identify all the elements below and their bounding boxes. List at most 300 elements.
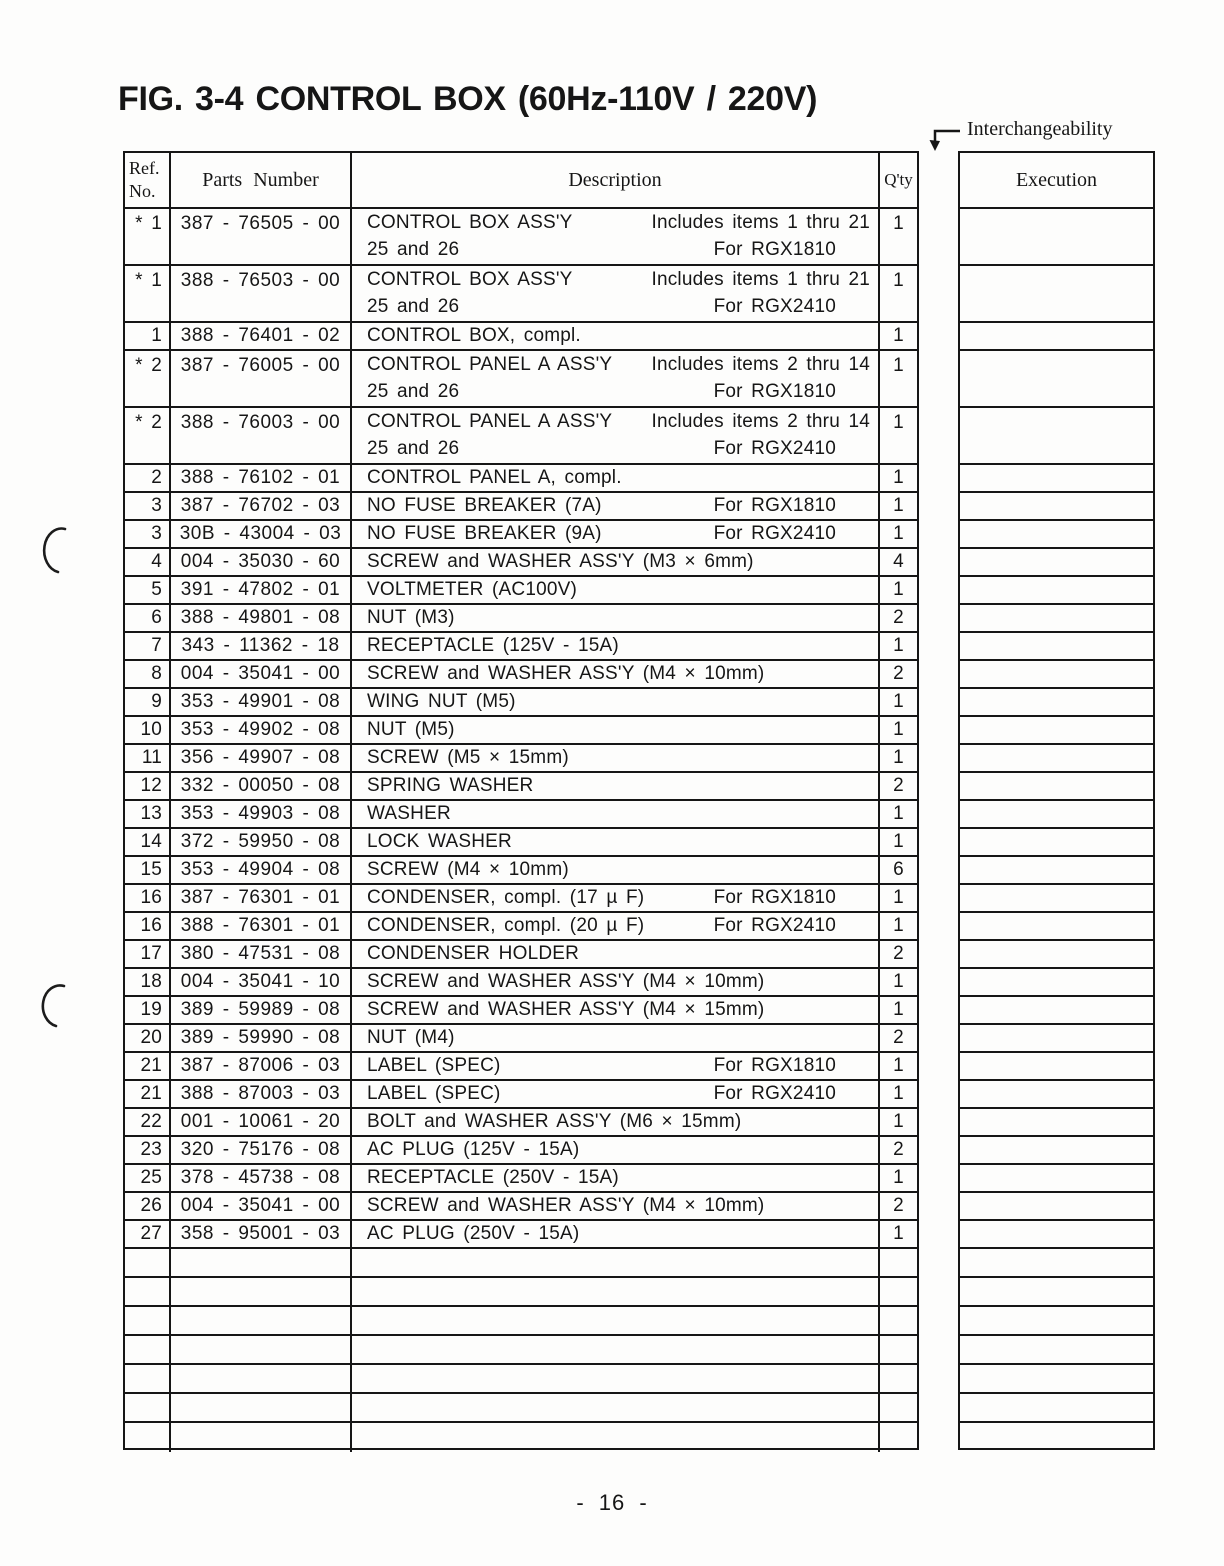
qty-cell xyxy=(880,1365,917,1392)
table-header-row xyxy=(125,153,917,209)
description-line: WASHER xyxy=(367,803,451,824)
qty-cell: 1 xyxy=(893,467,904,488)
parts-number-cell xyxy=(171,1249,352,1276)
execution-cell xyxy=(960,1365,1153,1392)
ref-no-cell: 12 xyxy=(125,773,171,799)
description-cell xyxy=(352,1365,880,1392)
description-cell xyxy=(352,1221,880,1247)
parts-number-cell: 356 - 49907 - 08 xyxy=(171,745,352,771)
execution-cell xyxy=(960,323,1153,349)
execution-row xyxy=(960,885,1153,913)
parts-number-cell: 389 - 59989 - 08 xyxy=(171,997,352,1023)
parts-number-cell: 353 - 49904 - 08 xyxy=(171,857,352,883)
qty-cell: 1 xyxy=(893,1167,904,1188)
execution-row xyxy=(960,1193,1153,1221)
execution-cell xyxy=(960,885,1153,911)
execution-cell xyxy=(960,209,1153,264)
qty-cell: 4 xyxy=(893,551,904,572)
parts-number-cell: 380 - 47531 - 08 xyxy=(171,941,352,967)
description-cell xyxy=(352,1165,880,1191)
parts-number-cell: 332 - 00050 - 08 xyxy=(171,773,352,799)
qty-cell: 1 xyxy=(893,325,904,346)
description-cell xyxy=(352,1278,880,1305)
table-row xyxy=(125,773,917,801)
description-cell xyxy=(352,941,880,967)
qty-cell: 2 xyxy=(893,775,904,796)
scan-mark-arc xyxy=(27,977,73,1033)
execution-row xyxy=(960,1025,1153,1053)
execution-row xyxy=(960,1307,1153,1336)
parts-number-cell: 004 - 35041 - 10 xyxy=(171,969,352,995)
execution-cell xyxy=(960,1193,1153,1219)
parts-number-header: Parts Number xyxy=(171,153,352,207)
description-cell xyxy=(352,997,880,1023)
qty-cell: 1 xyxy=(893,971,904,992)
table-row xyxy=(125,1137,917,1165)
parts-rows xyxy=(125,209,917,1452)
qty-cell: 1 xyxy=(893,719,904,740)
execution-cell xyxy=(960,969,1153,995)
ref-no-cell: 16 xyxy=(125,913,171,939)
description-cell xyxy=(352,829,880,855)
execution-header-row xyxy=(960,153,1153,209)
description-line: NUT (M3) xyxy=(367,607,455,628)
description-line: VOLTMETER (AC100V) xyxy=(367,579,578,600)
parts-number-cell: 001 - 10061 - 20 xyxy=(171,1109,352,1135)
execution-cell xyxy=(960,857,1153,883)
qty-cell: 2 xyxy=(893,1195,904,1216)
execution-cell xyxy=(960,521,1153,547)
description-cell xyxy=(352,323,880,349)
description-line: 25 and 26 For RGX2410 xyxy=(367,438,836,460)
execution-cell xyxy=(960,1165,1153,1191)
execution-row xyxy=(960,493,1153,521)
execution-row xyxy=(960,465,1153,493)
execution-cell xyxy=(960,1307,1153,1334)
ref-no-cell xyxy=(125,1394,171,1421)
parts-number-cell xyxy=(171,1423,352,1452)
parts-number-cell: 353 - 49901 - 08 xyxy=(171,689,352,715)
execution-cell xyxy=(960,351,1153,406)
description-cell xyxy=(352,1025,880,1051)
execution-row xyxy=(960,408,1153,465)
description-line: NO FUSE BREAKER (7A) For RGX1810 xyxy=(367,495,836,516)
execution-cell xyxy=(960,717,1153,743)
ref-no-cell xyxy=(125,1365,171,1392)
description-line: LOCK WASHER xyxy=(367,831,512,852)
interchangeability-label: Interchangeability xyxy=(967,118,1113,140)
description-cell xyxy=(352,493,880,519)
execution-cell xyxy=(960,1137,1153,1163)
table-row xyxy=(125,633,917,661)
ref-no-cell: 3 xyxy=(125,493,171,519)
ref-no-cell: 15 xyxy=(125,857,171,883)
empty-table-row xyxy=(125,1394,917,1423)
description-cell xyxy=(352,633,880,659)
execution-cell xyxy=(960,493,1153,519)
description-cell xyxy=(352,351,880,406)
execution-row xyxy=(960,549,1153,577)
qty-cell: 6 xyxy=(893,859,904,880)
description-line: BOLT and WASHER ASS'Y (M6 × 15mm) xyxy=(367,1111,742,1132)
qty-cell: 1 xyxy=(893,213,904,234)
description-cell xyxy=(352,745,880,771)
description-cell xyxy=(352,1109,880,1135)
table-row xyxy=(125,605,917,633)
execution-cell xyxy=(960,941,1153,967)
parts-number-cell: 358 - 95001 - 03 xyxy=(171,1221,352,1247)
execution-row xyxy=(960,1394,1153,1423)
execution-cell xyxy=(960,1423,1153,1452)
parts-number-cell: 320 - 75176 - 08 xyxy=(171,1137,352,1163)
execution-cell xyxy=(960,997,1153,1023)
execution-row xyxy=(960,1081,1153,1109)
table-row xyxy=(125,1025,917,1053)
execution-row xyxy=(960,1423,1153,1452)
execution-cell xyxy=(960,1053,1153,1079)
execution-row xyxy=(960,913,1153,941)
ref-no-cell: 8 xyxy=(125,661,171,687)
table-row xyxy=(125,521,917,549)
description-line: AC PLUG (125V - 15A) xyxy=(367,1139,580,1160)
parts-number-cell: 387 - 87006 - 03 xyxy=(171,1053,352,1079)
execution-cell xyxy=(960,1249,1153,1276)
ref-no-cell: 18 xyxy=(125,969,171,995)
description-cell xyxy=(352,1053,880,1079)
ref-no-cell: 7 xyxy=(125,633,171,659)
table-row xyxy=(125,1053,917,1081)
execution-row xyxy=(960,857,1153,885)
ref-no-cell: 19 xyxy=(125,997,171,1023)
table-row xyxy=(125,913,917,941)
execution-cell xyxy=(960,661,1153,687)
description-line: AC PLUG (250V - 15A) xyxy=(367,1223,580,1244)
ref-no-cell: 26 xyxy=(125,1193,171,1219)
parts-number-cell xyxy=(171,1365,352,1392)
execution-cell xyxy=(960,633,1153,659)
description-cell xyxy=(352,1193,880,1219)
qty-cell: 1 xyxy=(893,270,904,291)
description-line: CONDENSER, compl. (17 µ F) For RGX1810 xyxy=(367,887,836,908)
execution-row xyxy=(960,745,1153,773)
description-cell xyxy=(352,1137,880,1163)
table-row xyxy=(125,323,917,351)
ref-no-cell xyxy=(125,1249,171,1276)
table-row xyxy=(125,351,917,408)
description-cell xyxy=(352,801,880,827)
parts-number-cell: 004 - 35041 - 00 xyxy=(171,661,352,687)
parts-number-cell: 388 - 76102 - 01 xyxy=(171,465,352,491)
parts-number-cell: 004 - 35030 - 60 xyxy=(171,549,352,575)
parts-number-cell: 387 - 76005 - 00 xyxy=(171,351,352,406)
parts-number-cell: 30B - 43004 - 03 xyxy=(171,521,352,547)
description-line: SCREW and WASHER ASS'Y (M4 × 10mm) xyxy=(367,971,765,992)
table-row xyxy=(125,969,917,997)
description-line: CONDENSER HOLDER xyxy=(367,943,580,964)
description-line: CONTROL PANEL A, compl. xyxy=(367,467,622,488)
table-row xyxy=(125,1165,917,1193)
ref-no-cell: * 2 xyxy=(125,408,171,463)
qty-cell: 1 xyxy=(893,747,904,768)
parts-number-cell: 388 - 76503 - 00 xyxy=(171,266,352,321)
parts-number-cell xyxy=(171,1307,352,1334)
execution-row xyxy=(960,1278,1153,1307)
ref-no-cell: 10 xyxy=(125,717,171,743)
qty-cell: 2 xyxy=(893,1027,904,1048)
execution-row xyxy=(960,717,1153,745)
qty-cell: 2 xyxy=(893,1139,904,1160)
execution-row xyxy=(960,266,1153,323)
description-cell xyxy=(352,1307,880,1334)
execution-row xyxy=(960,1336,1153,1365)
description-line: CONDENSER, compl. (20 µ F) For RGX2410 xyxy=(367,915,836,936)
ref-no-cell xyxy=(125,1336,171,1363)
execution-cell xyxy=(960,408,1153,463)
execution-row xyxy=(960,773,1153,801)
ref-no-cell xyxy=(125,1307,171,1334)
ref-no-cell: 6 xyxy=(125,605,171,631)
table-row xyxy=(125,689,917,717)
qty-cell: 1 xyxy=(893,495,904,516)
qty-cell: 1 xyxy=(893,1055,904,1076)
description-cell xyxy=(352,1423,880,1452)
ref-no-cell: 21 xyxy=(125,1081,171,1107)
qty-header: Q'ty xyxy=(884,170,913,189)
parts-number-cell: 378 - 45738 - 08 xyxy=(171,1165,352,1191)
table-row xyxy=(125,408,917,465)
description-cell xyxy=(352,266,880,321)
execution-row xyxy=(960,351,1153,408)
page-number: - 16 - xyxy=(576,1490,648,1515)
description-line: SCREW and WASHER ASS'Y (M4 × 10mm) xyxy=(367,1195,765,1216)
execution-row xyxy=(960,969,1153,997)
ref-no-header xyxy=(125,153,171,207)
description-line: NUT (M4) xyxy=(367,1027,455,1048)
description-header: Description xyxy=(352,153,880,207)
qty-cell xyxy=(880,1307,917,1334)
qty-cell: 1 xyxy=(893,691,904,712)
qty-cell xyxy=(880,1336,917,1363)
ref-no-cell: 27 xyxy=(125,1221,171,1247)
empty-table-row xyxy=(125,1423,917,1452)
ref-header-line1: Ref. xyxy=(129,158,160,178)
ref-no-cell: 11 xyxy=(125,745,171,771)
parts-number-cell xyxy=(171,1394,352,1421)
qty-cell xyxy=(880,1394,917,1421)
parts-number-cell xyxy=(171,1336,352,1363)
table-row xyxy=(125,829,917,857)
description-cell xyxy=(352,1249,880,1276)
execution-row xyxy=(960,829,1153,857)
table-row xyxy=(125,801,917,829)
parts-number-cell: 389 - 59990 - 08 xyxy=(171,1025,352,1051)
execution-cell xyxy=(960,913,1153,939)
page-title: FIG. 3-4 CONTROL BOX (60Hz-110V / 220V) xyxy=(118,80,818,118)
table-row xyxy=(125,885,917,913)
description-line: 25 and 26 For RGX1810 xyxy=(367,381,836,403)
description-cell xyxy=(352,773,880,799)
description-line: SCREW and WASHER ASS'Y (M3 × 6mm) xyxy=(367,551,754,572)
qty-cell xyxy=(880,1423,917,1452)
table-row xyxy=(125,997,917,1025)
description-cell xyxy=(352,689,880,715)
execution-row xyxy=(960,661,1153,689)
description-cell xyxy=(352,605,880,631)
empty-table-row xyxy=(125,1336,917,1365)
empty-table-row xyxy=(125,1278,917,1307)
parts-number-cell: 353 - 49902 - 08 xyxy=(171,717,352,743)
description-cell xyxy=(352,661,880,687)
qty-cell: 1 xyxy=(893,1223,904,1244)
ref-no-cell: 21 xyxy=(125,1053,171,1079)
ref-no-cell: 9 xyxy=(125,689,171,715)
description-line: LABEL (SPEC) For RGX2410 xyxy=(367,1083,836,1104)
execution-row xyxy=(960,689,1153,717)
description-cell xyxy=(352,577,880,603)
ref-no-cell: 4 xyxy=(125,549,171,575)
qty-cell: 1 xyxy=(893,579,904,600)
description-line: NO FUSE BREAKER (9A) For RGX2410 xyxy=(367,523,836,544)
description-cell xyxy=(352,913,880,939)
execution-cell xyxy=(960,1221,1153,1247)
table-row xyxy=(125,266,917,323)
description-line: RECEPTACLE (125V - 15A) xyxy=(367,635,619,656)
qty-cell: 1 xyxy=(893,635,904,656)
execution-cell xyxy=(960,1109,1153,1135)
ref-no-cell xyxy=(125,1423,171,1452)
execution-row xyxy=(960,633,1153,661)
execution-row xyxy=(960,209,1153,266)
table-row xyxy=(125,549,917,577)
table-row xyxy=(125,493,917,521)
description-cell xyxy=(352,1081,880,1107)
execution-cell xyxy=(960,577,1153,603)
ref-header-line2: No. xyxy=(129,181,156,201)
description-line: SCREW (M5 × 15mm) xyxy=(367,747,569,768)
parts-number-cell: 388 - 76003 - 00 xyxy=(171,408,352,463)
ref-no-cell xyxy=(125,1278,171,1305)
execution-cell xyxy=(960,829,1153,855)
parts-number-cell: 372 - 59950 - 08 xyxy=(171,829,352,855)
table-row xyxy=(125,661,917,689)
ref-no-cell: 23 xyxy=(125,1137,171,1163)
ref-no-cell: 22 xyxy=(125,1109,171,1135)
description-cell xyxy=(352,209,880,264)
ref-no-cell: 14 xyxy=(125,829,171,855)
ref-no-cell: 2 xyxy=(125,465,171,491)
qty-cell: 1 xyxy=(893,412,904,433)
description-line: CONTROL BOX ASS'Y Includes items 1 thru 21 xyxy=(367,211,870,233)
qty-cell: 1 xyxy=(893,831,904,852)
description-cell xyxy=(352,521,880,547)
execution-row xyxy=(960,577,1153,605)
description-line: SPRING WASHER xyxy=(367,775,534,796)
ref-no-cell: 1 xyxy=(125,323,171,349)
table-row xyxy=(125,745,917,773)
execution-rows xyxy=(960,209,1153,1452)
table-row xyxy=(125,1109,917,1137)
table-row xyxy=(125,209,917,266)
parts-number-cell: 343 - 11362 - 18 xyxy=(171,633,352,659)
execution-cell xyxy=(960,1394,1153,1421)
qty-cell xyxy=(880,1278,917,1305)
ref-no-cell: 16 xyxy=(125,885,171,911)
qty-cell: 1 xyxy=(893,355,904,376)
execution-row xyxy=(960,801,1153,829)
execution-row xyxy=(960,521,1153,549)
parts-number-cell: 353 - 49903 - 08 xyxy=(171,801,352,827)
qty-cell: 2 xyxy=(893,607,904,628)
qty-cell: 1 xyxy=(893,803,904,824)
description-cell xyxy=(352,717,880,743)
description-line: 25 and 26 For RGX1810 xyxy=(367,239,836,261)
description-line: CONTROL PANEL A ASS'Y Includes items 2 thru 14 xyxy=(367,410,870,432)
description-line: 25 and 26 For RGX2410 xyxy=(367,296,836,318)
execution-table xyxy=(958,151,1155,1450)
description-line: SCREW and WASHER ASS'Y (M4 × 15mm) xyxy=(367,999,765,1020)
description-line: LABEL (SPEC) For RGX1810 xyxy=(367,1055,836,1076)
execution-row xyxy=(960,1365,1153,1394)
execution-row xyxy=(960,1109,1153,1137)
qty-cell: 1 xyxy=(893,1083,904,1104)
description-cell xyxy=(352,408,880,463)
parts-number-cell xyxy=(171,1278,352,1305)
execution-cell xyxy=(960,1081,1153,1107)
execution-cell xyxy=(960,689,1153,715)
parts-number-cell: 388 - 87003 - 03 xyxy=(171,1081,352,1107)
description-line: CONTROL BOX ASS'Y Includes items 1 thru 21 xyxy=(367,268,870,290)
ref-no-cell: 25 xyxy=(125,1165,171,1191)
description-cell xyxy=(352,857,880,883)
table-row xyxy=(125,1081,917,1109)
table-row xyxy=(125,941,917,969)
qty-cell xyxy=(880,1249,917,1276)
empty-table-row xyxy=(125,1365,917,1394)
execution-cell xyxy=(960,801,1153,827)
empty-table-row xyxy=(125,1249,917,1278)
empty-table-row xyxy=(125,1307,917,1336)
execution-cell xyxy=(960,465,1153,491)
execution-cell xyxy=(960,605,1153,631)
parts-number-cell: 387 - 76301 - 01 xyxy=(171,885,352,911)
description-cell xyxy=(352,969,880,995)
table-row xyxy=(125,1193,917,1221)
description-line: WING NUT (M5) xyxy=(367,691,516,712)
ref-no-cell: * 2 xyxy=(125,351,171,406)
qty-cell: 1 xyxy=(893,915,904,936)
execution-row xyxy=(960,605,1153,633)
execution-cell xyxy=(960,745,1153,771)
qty-cell: 1 xyxy=(893,999,904,1020)
scan-mark-arc xyxy=(30,524,74,580)
description-cell xyxy=(352,549,880,575)
execution-row xyxy=(960,1221,1153,1249)
description-cell xyxy=(352,885,880,911)
qty-cell: 1 xyxy=(893,887,904,908)
description-line: SCREW and WASHER ASS'Y (M4 × 10mm) xyxy=(367,663,765,684)
ref-no-cell: * 1 xyxy=(125,266,171,321)
execution-row xyxy=(960,941,1153,969)
execution-cell xyxy=(960,1025,1153,1051)
parts-number-cell: 391 - 47802 - 01 xyxy=(171,577,352,603)
qty-cell: 2 xyxy=(893,943,904,964)
execution-row xyxy=(960,1249,1153,1278)
description-line: SCREW (M4 × 10mm) xyxy=(367,859,569,880)
qty-cell: 1 xyxy=(893,523,904,544)
table-row xyxy=(125,465,917,493)
execution-header: Execution xyxy=(1015,168,1098,191)
parts-number-cell: 388 - 76401 - 02 xyxy=(171,323,352,349)
